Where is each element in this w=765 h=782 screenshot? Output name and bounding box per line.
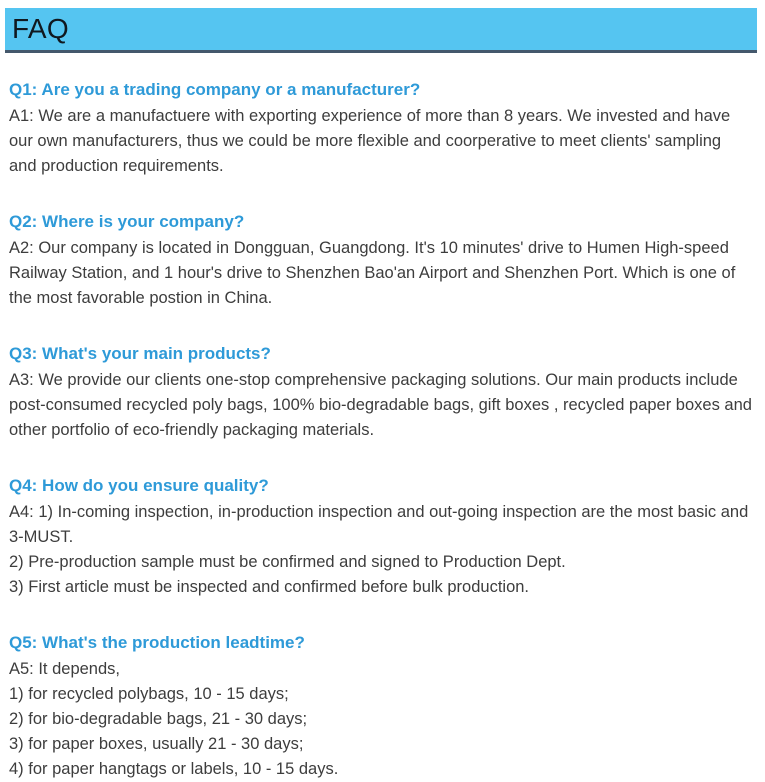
answer-text: 3) for paper boxes, usually 21 - 30 days;	[9, 735, 304, 753]
faq-item-q3	[9, 341, 753, 443]
faq-section-title: FAQ	[12, 13, 69, 44]
question-heading: Q4: How do you ensure quality?	[9, 476, 269, 495]
faq-page	[0, 8, 765, 778]
question-heading: Q3: What's your main products?	[9, 344, 271, 363]
faq-item-q1	[9, 77, 753, 179]
answer-text: 3) First article must be inspected and confirmed before bulk production.	[9, 578, 530, 596]
question-heading: Q5: What's the production leadtime?	[9, 633, 305, 652]
faq-item-q2	[9, 209, 753, 311]
answer-text: A1: We are a manufactuere with exporting experience of more than 8 years. We invested and have our own manufacturers, thus we could be more flexible and coorperative to meet clients' sampling and production requirements.	[9, 107, 731, 175]
faq-content	[0, 77, 765, 782]
answer-text: 2) Pre-production sample must be confirmed and signed to Production Dept.	[9, 553, 566, 571]
answer-text: A5: It depends,	[9, 660, 120, 678]
question-heading: Q2: Where is your company?	[9, 212, 245, 231]
answer-text: A3: We provide our clients one-stop comprehensive packaging solutions. Our main products include post-consumed recycled poly bags, 100% bio-degradable bags, gift boxes , recycled paper boxes and other portfolio of eco-friendly packaging materials.	[9, 371, 752, 439]
answer-text: 1) for recycled polybags, 10 - 15 days;	[9, 685, 289, 703]
question-heading: Q1: Are you a trading company or a manufacturer?	[9, 80, 421, 99]
answer-text: A4: 1) In-coming inspection, in-production inspection and out-going inspection are the most basic and 3-MUST.	[9, 503, 749, 546]
faq-section-header-bar	[5, 8, 757, 53]
answer-text: 2) for bio-degradable bags, 21 - 30 days;	[9, 710, 308, 728]
answer-text: A2: Our company is located in Dongguan, Guangdong. It's 10 minutes' drive to Humen High-speed Railway Station, and 1 hour's drive to Shenzhen Bao'an Airport and Shenzhen Port. Which is one of the most favorable postion in China.	[9, 239, 736, 307]
answer-text: 4) for paper hangtags or labels, 10 - 15 days.	[9, 760, 339, 778]
faq-item-q5	[9, 630, 753, 782]
faq-item-q4	[9, 473, 753, 600]
